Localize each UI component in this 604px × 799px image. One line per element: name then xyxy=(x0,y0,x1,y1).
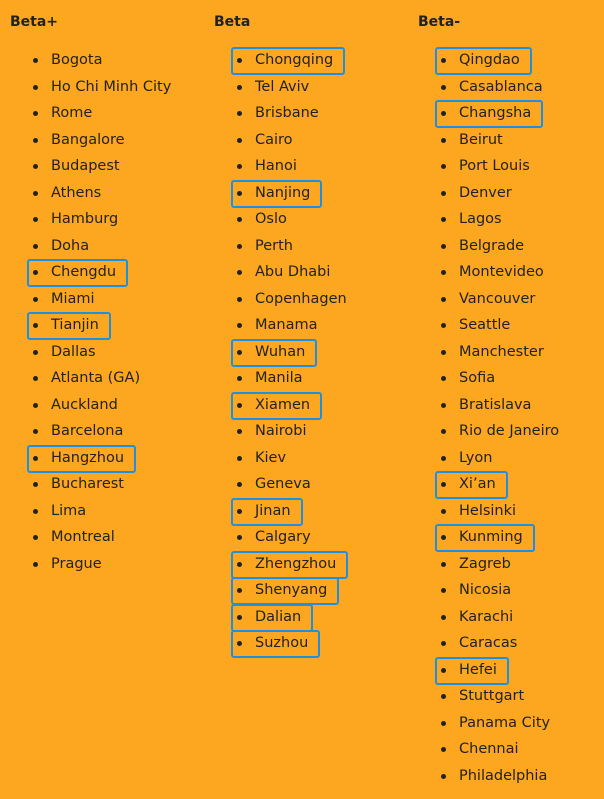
city-item xyxy=(10,127,171,154)
bullet-icon xyxy=(441,641,446,646)
bullet-icon xyxy=(441,747,446,752)
bullet-icon xyxy=(237,456,242,461)
city-name: Denver xyxy=(459,184,512,201)
bullet-icon xyxy=(441,668,446,673)
bullet-icon xyxy=(441,429,446,434)
bullet-icon xyxy=(237,535,242,540)
city-item xyxy=(418,339,559,366)
city-name: Miami xyxy=(51,290,95,307)
bullet-icon xyxy=(33,350,38,355)
city-name: Zhengzhou xyxy=(255,555,337,572)
city-name: Doha xyxy=(51,237,90,254)
city-item xyxy=(10,339,171,366)
city-name: Kiev xyxy=(255,449,287,466)
city-item-highlighted xyxy=(214,47,347,74)
city-item xyxy=(418,153,559,180)
city-name: Vancouver xyxy=(459,290,536,307)
bullet-icon xyxy=(237,429,242,434)
city-item xyxy=(10,74,171,101)
bullet-icon xyxy=(33,562,38,567)
city-item xyxy=(214,445,347,472)
city-name: Jinan xyxy=(255,502,291,519)
city-name: Dallas xyxy=(51,343,96,360)
bullet-icon xyxy=(441,482,446,487)
city-name: Bratislava xyxy=(459,396,532,413)
bullet-icon xyxy=(33,403,38,408)
city-name: Budapest xyxy=(51,158,120,174)
city-name: Barcelona xyxy=(51,423,124,439)
city-item xyxy=(10,47,171,74)
city-name: Atlanta (GA) xyxy=(51,370,141,386)
bullet-icon xyxy=(33,323,38,328)
city-item xyxy=(214,127,347,154)
bullet-icon xyxy=(237,562,242,567)
bullet-icon xyxy=(441,456,446,461)
bullet-icon xyxy=(237,85,242,90)
city-name: Montevideo xyxy=(459,264,544,280)
bullet-icon xyxy=(441,323,446,328)
bullet-icon xyxy=(441,588,446,593)
city-item xyxy=(10,471,171,498)
city-item-highlighted xyxy=(214,604,347,631)
bullet-icon xyxy=(441,297,446,302)
city-name: Perth xyxy=(255,237,293,254)
city-item xyxy=(418,312,559,339)
city-item xyxy=(418,445,559,472)
city-item-highlighted xyxy=(214,180,347,207)
city-item xyxy=(10,498,171,525)
bullet-icon xyxy=(33,58,38,63)
city-item-highlighted xyxy=(214,339,347,366)
city-item xyxy=(214,206,347,233)
city-item-highlighted xyxy=(10,312,171,339)
bullet-icon xyxy=(33,164,38,169)
city-name: Copenhagen xyxy=(255,290,347,307)
city-name: Chongqing xyxy=(255,52,334,68)
bullet-icon xyxy=(441,376,446,381)
city-item xyxy=(10,180,171,207)
bullet-icon xyxy=(237,641,242,646)
city-item xyxy=(214,100,347,127)
city-item-highlighted xyxy=(418,524,559,551)
city-name: Wuhan xyxy=(255,343,306,360)
city-name: Geneva xyxy=(255,476,311,492)
city-item-highlighted xyxy=(418,471,559,498)
bullet-icon xyxy=(237,350,242,355)
column-heading: Beta xyxy=(214,14,251,30)
city-item xyxy=(418,498,559,525)
city-item xyxy=(214,286,347,313)
bullet-icon xyxy=(33,244,38,249)
city-item xyxy=(214,233,347,260)
city-item xyxy=(10,286,171,313)
city-item-highlighted xyxy=(418,657,559,684)
city-name: Manila xyxy=(255,370,303,386)
bullet-icon xyxy=(237,270,242,275)
bullet-icon xyxy=(441,535,446,540)
city-name: Port Louis xyxy=(459,158,530,174)
bullet-icon xyxy=(33,509,38,514)
bullet-icon xyxy=(237,138,242,143)
city-name: Dalian xyxy=(255,608,302,625)
city-name: Lima xyxy=(51,502,87,519)
city-name: Tel Aviv xyxy=(255,78,310,95)
bullet-icon xyxy=(237,588,242,593)
bullet-icon xyxy=(237,482,242,487)
city-item-highlighted xyxy=(214,630,347,657)
city-name: Panama City xyxy=(459,714,551,731)
bullet-icon xyxy=(441,615,446,620)
city-name: Beirut xyxy=(459,131,503,148)
bullet-icon xyxy=(33,111,38,116)
bullet-icon xyxy=(441,244,446,249)
bullet-icon xyxy=(441,694,446,699)
city-name: Lyon xyxy=(459,449,493,466)
city-name: Seattle xyxy=(459,317,511,333)
city-name: Manama xyxy=(255,317,318,333)
city-item xyxy=(214,74,347,101)
bullet-icon xyxy=(441,721,446,726)
city-name: Chengdu xyxy=(51,264,117,280)
city-name: Ho Chi Minh City xyxy=(51,78,172,95)
city-item xyxy=(418,392,559,419)
city-name: Nairobi xyxy=(255,423,307,439)
city-item xyxy=(10,524,171,551)
city-item xyxy=(10,100,171,127)
city-item-highlighted xyxy=(10,259,171,286)
city-name: Hangzhou xyxy=(51,449,125,466)
city-name: Athens xyxy=(51,184,102,201)
city-name: Shenyang xyxy=(255,582,328,598)
city-item-highlighted xyxy=(214,551,347,578)
city-item xyxy=(214,471,347,498)
city-name: Caracas xyxy=(459,635,518,651)
city-item xyxy=(214,418,347,445)
bullet-icon xyxy=(441,217,446,222)
city-item xyxy=(418,710,559,737)
city-name: Stuttgart xyxy=(459,688,525,704)
city-item xyxy=(418,577,559,604)
city-name: Belgrade xyxy=(459,237,525,254)
bullet-icon xyxy=(237,297,242,302)
city-item xyxy=(10,365,171,392)
city-item-highlighted xyxy=(418,100,559,127)
bullet-icon xyxy=(237,111,242,116)
city-name: Karachi xyxy=(459,608,514,625)
bullet-icon xyxy=(33,138,38,143)
city-item xyxy=(418,683,559,710)
city-item-highlighted xyxy=(214,392,347,419)
city-item xyxy=(214,312,347,339)
city-item xyxy=(418,127,559,154)
column-heading: Beta- xyxy=(418,14,461,30)
city-item xyxy=(418,551,559,578)
city-name: Calgary xyxy=(255,529,311,545)
city-item xyxy=(418,259,559,286)
bullet-icon xyxy=(33,535,38,540)
city-item-highlighted xyxy=(214,498,347,525)
bullet-icon xyxy=(237,323,242,328)
bullet-icon xyxy=(33,270,38,275)
city-name: Manchester xyxy=(459,343,544,360)
bullet-icon xyxy=(237,615,242,620)
bullet-icon xyxy=(237,509,242,514)
city-item xyxy=(418,630,559,657)
city-item xyxy=(418,74,559,101)
city-name: Rome xyxy=(51,105,93,121)
city-name: Changsha xyxy=(459,105,532,121)
city-list xyxy=(10,47,171,577)
city-name: Hefei xyxy=(459,661,497,678)
bullet-icon xyxy=(33,191,38,196)
city-item xyxy=(418,763,559,790)
bullet-icon xyxy=(441,138,446,143)
bullet-icon xyxy=(441,164,446,169)
column-heading: Beta+ xyxy=(10,14,59,30)
bullet-icon xyxy=(237,376,242,381)
city-item xyxy=(10,551,171,578)
city-name: Bucharest xyxy=(51,476,124,492)
bullet-icon xyxy=(33,482,38,487)
city-name: Abu Dhabi xyxy=(255,264,331,280)
city-name: Rio de Janeiro xyxy=(459,423,560,439)
city-name: Bangalore xyxy=(51,131,125,148)
city-name: Helsinki xyxy=(459,502,517,519)
bullet-icon xyxy=(33,217,38,222)
city-name: Zagreb xyxy=(459,555,511,572)
bullet-icon xyxy=(441,350,446,355)
city-name: Casablanca xyxy=(459,78,543,95)
bullet-icon xyxy=(33,429,38,434)
city-name: Suzhou xyxy=(255,635,309,651)
city-list xyxy=(214,47,347,657)
city-item xyxy=(418,736,559,763)
bullet-icon xyxy=(441,774,446,779)
city-name: Sofia xyxy=(459,370,496,386)
city-name: Kunming xyxy=(459,529,523,545)
city-name: Nicosia xyxy=(459,582,512,598)
city-item xyxy=(418,180,559,207)
city-item-highlighted xyxy=(10,445,171,472)
bullet-icon xyxy=(237,244,242,249)
city-name: Xi’an xyxy=(459,476,496,492)
bullet-icon xyxy=(237,403,242,408)
city-item xyxy=(418,365,559,392)
bullet-icon xyxy=(33,85,38,90)
bullet-icon xyxy=(237,164,242,169)
city-item xyxy=(214,259,347,286)
city-name: Auckland xyxy=(51,396,118,413)
city-name: Oslo xyxy=(255,211,287,227)
bullet-icon xyxy=(441,111,446,116)
bullet-icon xyxy=(441,58,446,63)
city-item xyxy=(418,418,559,445)
city-name: Qingdao xyxy=(459,52,520,68)
bullet-icon xyxy=(441,403,446,408)
city-item xyxy=(214,365,347,392)
city-item xyxy=(10,392,171,419)
bullet-icon xyxy=(441,270,446,275)
city-name: Xiamen xyxy=(255,396,311,413)
bullet-icon xyxy=(441,562,446,567)
city-name: Hamburg xyxy=(51,211,119,227)
city-item xyxy=(418,604,559,631)
bullet-icon xyxy=(441,509,446,514)
city-name: Cairo xyxy=(255,131,293,148)
city-list xyxy=(418,47,559,789)
bullet-icon xyxy=(33,376,38,381)
city-item xyxy=(418,286,559,313)
bullet-icon xyxy=(441,85,446,90)
city-item xyxy=(10,206,171,233)
bullet-icon xyxy=(237,191,242,196)
bullet-icon xyxy=(33,297,38,302)
city-name: Hanoi xyxy=(255,158,297,174)
city-name: Chennai xyxy=(459,741,519,757)
city-name: Tianjin xyxy=(51,317,99,333)
city-name: Nanjing xyxy=(255,184,311,201)
city-name: Bogota xyxy=(51,52,103,68)
city-name: Philadelphia xyxy=(459,767,548,784)
bullet-icon xyxy=(237,58,242,63)
city-item xyxy=(10,233,171,260)
bullet-icon xyxy=(33,456,38,461)
city-item-highlighted xyxy=(418,47,559,74)
city-name: Brisbane xyxy=(255,105,319,121)
bullet-icon xyxy=(237,217,242,222)
city-item xyxy=(10,418,171,445)
city-item xyxy=(418,233,559,260)
city-item xyxy=(214,524,347,551)
city-name: Lagos xyxy=(459,211,502,227)
city-item xyxy=(10,153,171,180)
city-item-highlighted xyxy=(214,577,347,604)
city-name: Montreal xyxy=(51,529,115,545)
city-name: Prague xyxy=(51,555,102,572)
bullet-icon xyxy=(441,191,446,196)
city-item xyxy=(418,206,559,233)
city-item xyxy=(214,153,347,180)
